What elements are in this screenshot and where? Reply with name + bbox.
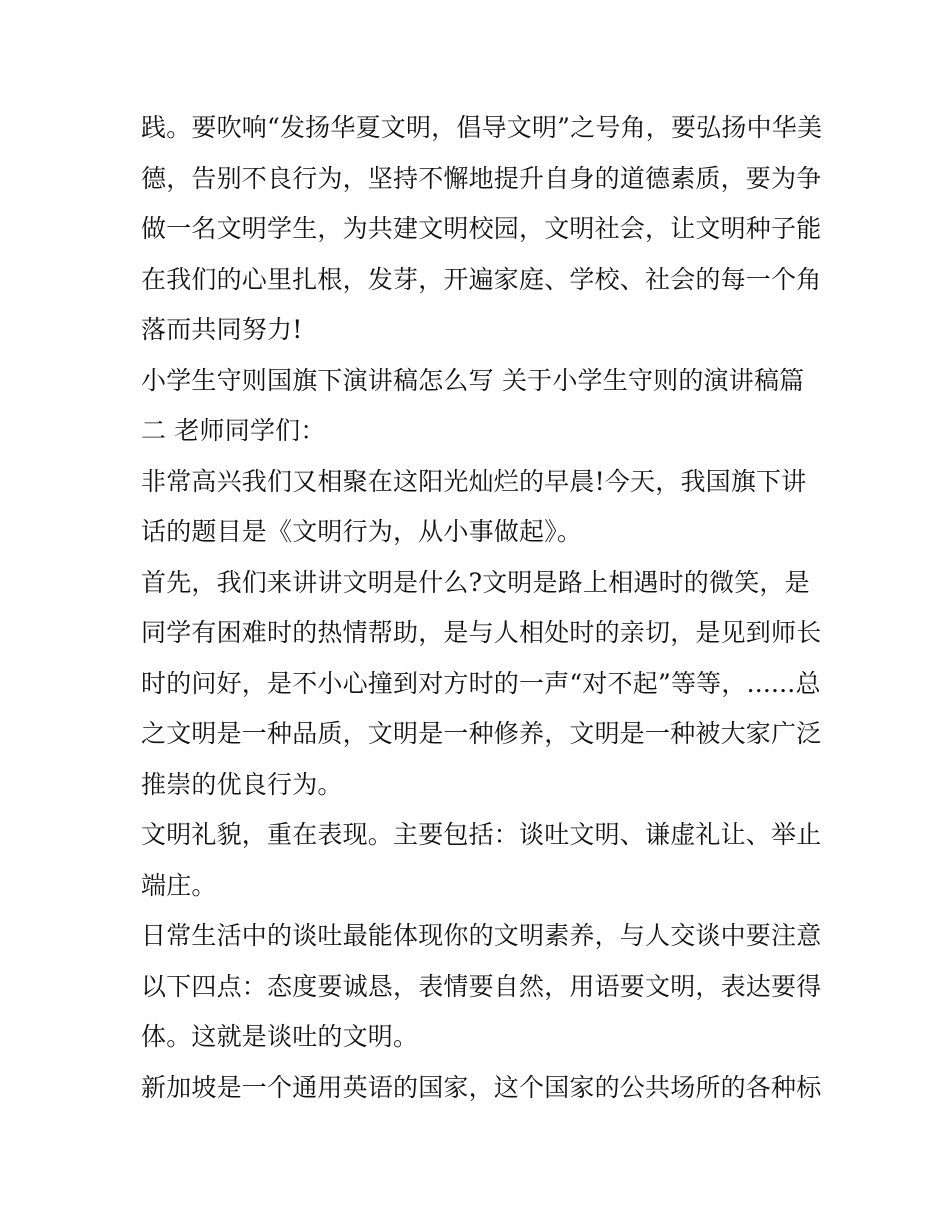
- body-text: [141, 103, 821, 1113]
- text-line: 德，告别不良行为，坚持不懈地提升自身的道德素质，要为争: [141, 163, 822, 193]
- text-line: 践。要吹响“发扬华夏文明，倡导文明”之号角，要弘扬中华美: [141, 113, 823, 142]
- text-line: 新加坡是一个通用英语的国家，这个国家的公共场所的各种标: [141, 1072, 822, 1102]
- text-line: 文明礼貌，重在表现。主要包括：谈吐文明、谦虚礼让、举止: [141, 820, 822, 849]
- text-line: 首先，我们来讲讲文明是什么?文明是路上相遇时的微笑，是: [141, 567, 810, 597]
- text-line: 非常高兴我们又相聚在这阳光灿烂的早晨!今天，我国旗下讲: [141, 466, 807, 496]
- text-line: 小学生守则国旗下演讲稿怎么写 关于小学生守则的演讲稿篇: [141, 365, 805, 395]
- text-line: 推崇的优良行为。: [141, 769, 343, 799]
- text-line: 日常生活中的谈吐最能体现你的文明素养，与人交谈中要注意: [141, 921, 822, 950]
- text-line: 做一名文明学生，为共建文明校园，文明社会，让文明种子能: [141, 214, 822, 243]
- text-line: 之文明是一种品质，文明是一种修养，文明是一种被大家广泛: [141, 719, 822, 748]
- text-line: 在我们的心里扎根，发芽，开遍家庭、学校、社会的每一个角: [141, 264, 822, 294]
- text-line: 时的问好，是不小心撞到对方时的一声“对不起”等等，......总: [141, 668, 821, 698]
- text-line: 二 老师同学们：: [141, 416, 326, 445]
- text-line: 端庄。: [141, 870, 217, 900]
- text-line: 以下四点：态度要诚恳，表情要自然，用语要文明，表达要得: [141, 971, 822, 1001]
- text-line: 落而共同努力!: [141, 315, 303, 344]
- text-line: 同学有困难时的热情帮助，是与人相处时的亲切，是见到师长: [141, 618, 822, 647]
- text-line: 体。这就是谈吐的文明。: [141, 1022, 419, 1051]
- text-line: 话的题目是《文明行为，从小事做起》。: [141, 517, 583, 546]
